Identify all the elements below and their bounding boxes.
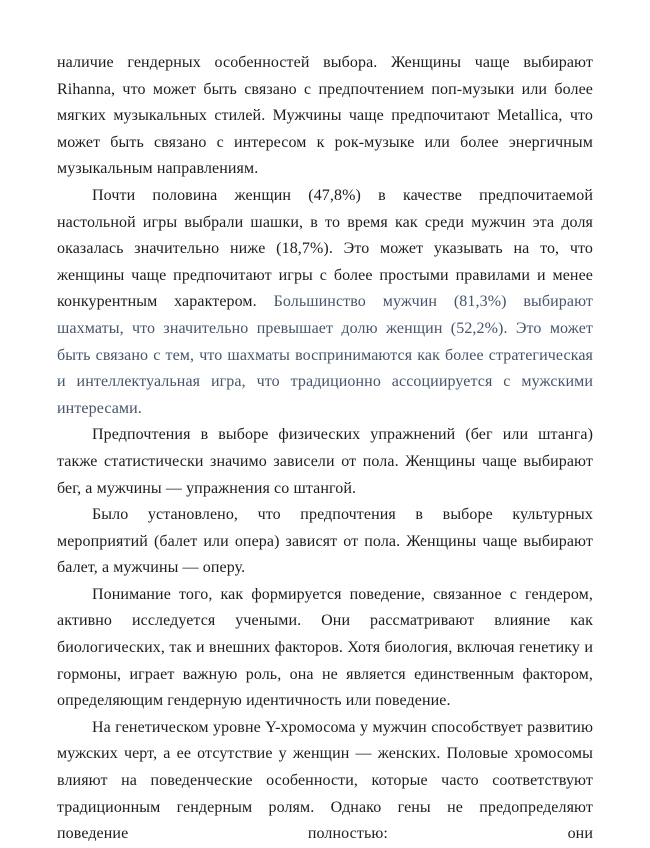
text-run: Понимание того, как формируется поведение, связанное с гендером, активно исследуется учеными. Они рассматривают влияние как биологических, так и внешних факторов. Хотя биология, включая генетику и гормоны, играет важную роль, она не является единственным фактором, определяющим гендерную идентичность или поведение. bbox=[57, 585, 593, 710]
text-run: Почти половина женщин (47,8%) в качестве предпочитаемой настольной игры выбрали шашки, в то время как среди мужчин эта доля оказалась значительно ниже (18,7%). Это может указывать на то, что женщины чаще предпочитают игры с более простыми правилами и менее конкурентным характером. bbox=[57, 186, 593, 311]
paragraph-cultural-events bbox=[57, 502, 593, 582]
paragraph-physical-exercise bbox=[57, 422, 593, 502]
document-text-block bbox=[57, 50, 593, 848]
text-run: наличие гендерных особенностей выбора. Женщины чаще выбирают Rihanna, что может быть связано с предпочтением поп-музыки или более мягких музыкальных стилей. Мужчины чаще предпочитают Metallica, что может быть связано с интересом к рок-музыке или более энергичным музыкальным направлениям. bbox=[57, 54, 593, 178]
text-run-highlighted: Большинство мужчин (81,3%) выбирают шахматы, что значительно превышает долю женщин (52,2%). Это может быть связано с тем, что шахматы воспринимаются как более стратегическая и интеллектуальная игра, что традиционно ассоциируется с мужскими интересами. bbox=[57, 293, 594, 417]
paragraph-music-preferences bbox=[57, 50, 593, 183]
paragraph-genetics bbox=[57, 715, 593, 848]
paragraph-board-games bbox=[57, 183, 593, 422]
paragraph-behavior-research bbox=[57, 582, 593, 715]
text-run: Предпочтения в выборе физических упражнений (бег или штанга) также статистически значимо зависели от пола. Женщины чаще выбирают бег, а мужчины — упражнения со штангой. bbox=[57, 426, 593, 497]
text-run: На генетическом уровне Y-хромосома у мужчин способствует развитию мужских черт, а ее отсутствие у женщин — женских. Половые хромосомы влияют на поведенческие особенности, которые часто соответствуют традиционным гендерным ролям. Однако гены не предопределяют поведение полностью: они bbox=[57, 718, 593, 843]
text-run: Было установлено, что предпочтения в выборе культурных мероприятий (балет или опера) зависят от пола. Женщины чаще выбирают балет, а мужчины — оперу. bbox=[57, 506, 593, 577]
